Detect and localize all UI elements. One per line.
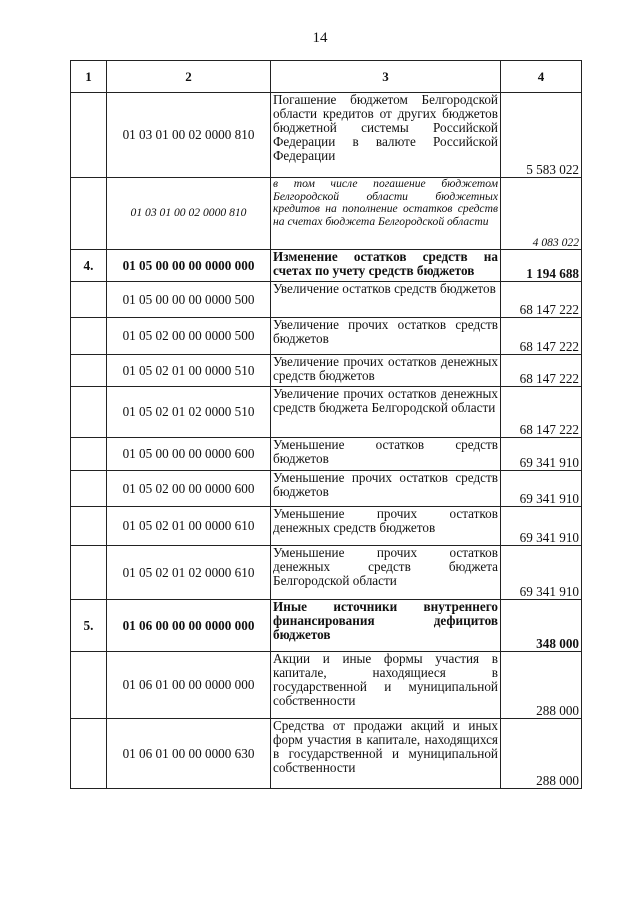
classification-code: 01 05 02 01 00 0000 510 bbox=[107, 355, 271, 387]
classification-code: 01 06 00 00 00 0000 000 bbox=[107, 600, 271, 652]
row-number bbox=[71, 546, 107, 600]
table-row bbox=[71, 355, 582, 387]
source-name: Изменение остатков средств на счетах по учету средств бюджетов bbox=[271, 250, 501, 282]
source-name: Иные источники внутреннего финансирования дефицитов бюджетов bbox=[271, 600, 501, 652]
source-name: Погашение бюджетом Белгородской области кредитов от других бюджетов бюджетной системы Российской Федерации в валюте Российской Федерации bbox=[271, 93, 501, 178]
classification-code: 01 05 00 00 00 0000 000 bbox=[107, 250, 271, 282]
header-col-1: 1 bbox=[71, 61, 107, 93]
table-body bbox=[71, 93, 582, 789]
table-row bbox=[71, 507, 582, 546]
classification-code: 01 05 02 00 00 0000 500 bbox=[107, 318, 271, 355]
amount: 69 341 910 bbox=[501, 546, 582, 600]
table-row bbox=[71, 719, 582, 789]
amount: 68 147 222 bbox=[501, 318, 582, 355]
budget-sources-table bbox=[70, 60, 582, 789]
table-row bbox=[71, 318, 582, 355]
classification-code: 01 05 00 00 00 0000 600 bbox=[107, 438, 271, 471]
source-name: Средства от продажи акций и иных форм участия в капитале, находящихся в государственной и муниципальной собственности bbox=[271, 719, 501, 789]
amount: 69 341 910 bbox=[501, 507, 582, 546]
classification-code: 01 06 01 00 00 0000 630 bbox=[107, 719, 271, 789]
amount: 5 583 022 bbox=[501, 93, 582, 178]
amount: 69 341 910 bbox=[501, 471, 582, 507]
row-number bbox=[71, 652, 107, 719]
amount: 288 000 bbox=[501, 719, 582, 789]
classification-code: 01 05 02 00 00 0000 600 bbox=[107, 471, 271, 507]
row-number bbox=[71, 507, 107, 546]
amount: 68 147 222 bbox=[501, 282, 582, 318]
header-col-4: 4 bbox=[501, 61, 582, 93]
row-number bbox=[71, 355, 107, 387]
row-number bbox=[71, 471, 107, 507]
row-number bbox=[71, 387, 107, 438]
table-row bbox=[71, 471, 582, 507]
amount: 68 147 222 bbox=[501, 355, 582, 387]
row-number bbox=[71, 318, 107, 355]
source-name: Увеличение прочих остатков денежных средств бюджетов bbox=[271, 355, 501, 387]
table-row bbox=[71, 652, 582, 719]
page-number: 14 bbox=[312, 30, 328, 46]
classification-code: 01 05 02 01 00 0000 610 bbox=[107, 507, 271, 546]
source-name: Увеличение прочих остатков средств бюджетов bbox=[271, 318, 501, 355]
source-name: Уменьшение прочих остатков средств бюджетов bbox=[271, 471, 501, 507]
amount: 68 147 222 bbox=[501, 387, 582, 438]
table-row bbox=[71, 546, 582, 600]
classification-code: 01 05 02 01 02 0000 510 bbox=[107, 387, 271, 438]
table-row bbox=[71, 250, 582, 282]
amount: 69 341 910 bbox=[501, 438, 582, 471]
amount: 4 083 022 bbox=[501, 178, 582, 250]
row-number bbox=[71, 178, 107, 250]
source-name: Увеличение прочих остатков денежных средств бюджета Белгородской области bbox=[271, 387, 501, 438]
classification-code: 01 05 02 01 02 0000 610 bbox=[107, 546, 271, 600]
table-row bbox=[71, 600, 582, 652]
classification-code: 01 06 01 00 00 0000 000 bbox=[107, 652, 271, 719]
header-col-3: 3 bbox=[271, 61, 501, 93]
amount: 348 000 bbox=[501, 600, 582, 652]
table-header-row bbox=[71, 61, 582, 93]
table-row bbox=[71, 438, 582, 471]
table-row bbox=[71, 282, 582, 318]
row-number bbox=[71, 438, 107, 471]
header-col-2: 2 bbox=[107, 61, 271, 93]
row-number: 5. bbox=[71, 600, 107, 652]
source-name: Уменьшение прочих остатков денежных средств бюджета Белгородской области bbox=[271, 546, 501, 600]
source-name: Уменьшение прочих остатков денежных средств бюджетов bbox=[271, 507, 501, 546]
classification-code: 01 05 00 00 00 0000 500 bbox=[107, 282, 271, 318]
row-number bbox=[71, 282, 107, 318]
classification-code: 01 03 01 00 02 0000 810 bbox=[107, 93, 271, 178]
row-number bbox=[71, 93, 107, 178]
amount: 1 194 688 bbox=[501, 250, 582, 282]
table-row bbox=[71, 93, 582, 178]
classification-code: 01 03 01 00 02 0000 810 bbox=[107, 178, 271, 250]
source-name: Увеличение остатков средств бюджетов bbox=[271, 282, 501, 318]
source-name: Акции и иные формы участия в капитале, находящиеся в государственной и муниципальной собственности bbox=[271, 652, 501, 719]
row-number: 4. bbox=[71, 250, 107, 282]
amount: 288 000 bbox=[501, 652, 582, 719]
table-row bbox=[71, 387, 582, 438]
row-number bbox=[71, 719, 107, 789]
source-name: в том числе погашение бюджетом Белгородской области бюджетных кредитов на пополнение остатков средств на счетах бюджета Белгородской области bbox=[271, 178, 501, 250]
source-name: Уменьшение остатков средств бюджетов bbox=[271, 438, 501, 471]
table-row bbox=[71, 178, 582, 250]
